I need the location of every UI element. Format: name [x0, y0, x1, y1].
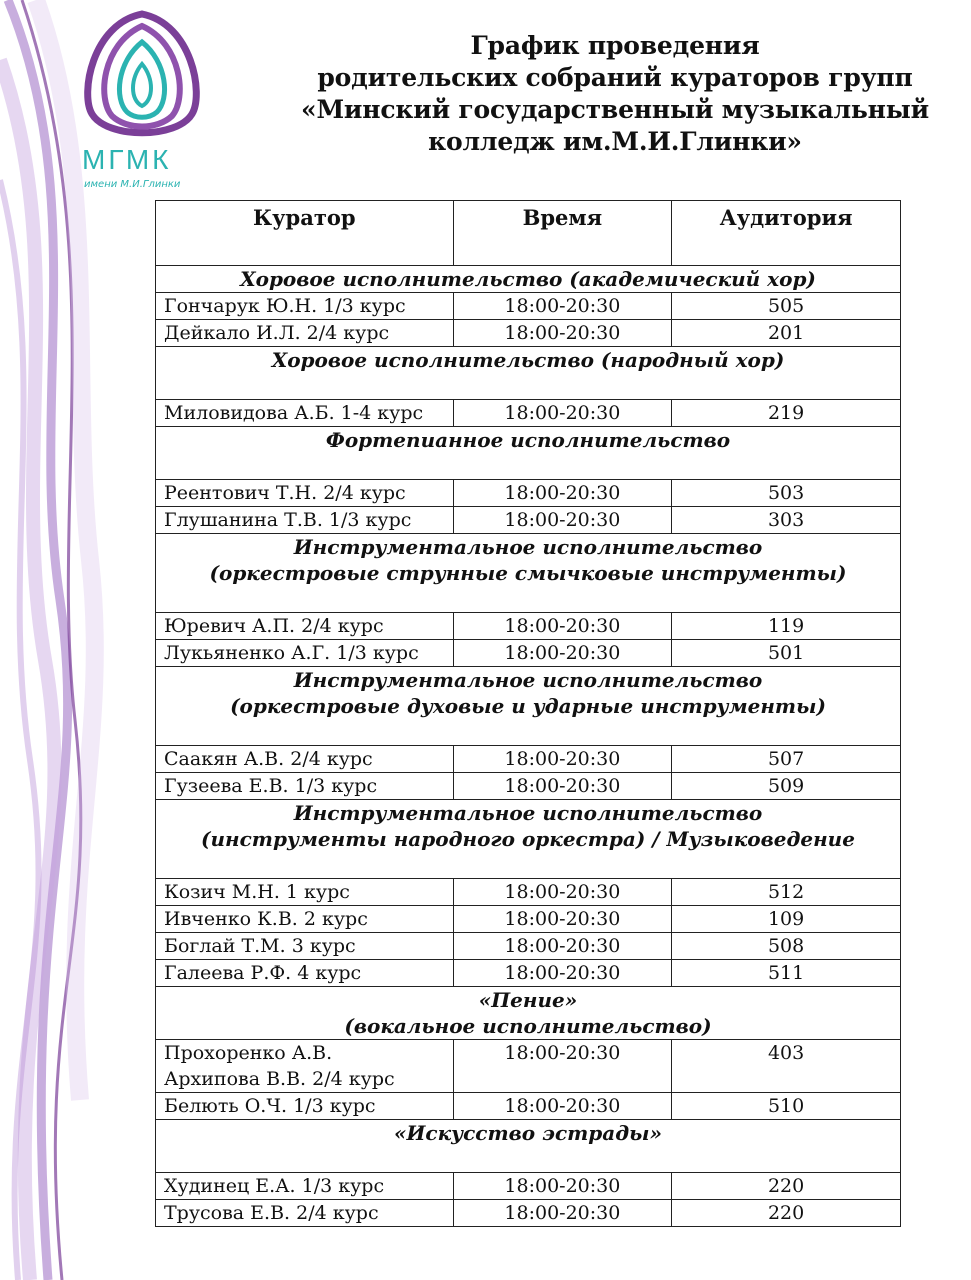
section-title-line: Инструментальное исполнительство: [293, 535, 763, 559]
section-title-line: Инструментальное исполнительство: [293, 668, 763, 692]
room-cell: 512: [672, 879, 901, 906]
table-row: [156, 507, 901, 534]
room-cell: 501: [672, 640, 901, 667]
room-cell: 201: [672, 320, 901, 347]
room-cell: 503: [672, 480, 901, 507]
room-cell: 510: [672, 1093, 901, 1120]
schedule-table: [155, 200, 901, 1227]
room-cell: 508: [672, 933, 901, 960]
time-cell: 18:00-20:30: [453, 1040, 672, 1093]
table-row: [156, 640, 901, 667]
tulip-logo-icon: [72, 4, 212, 194]
time-cell: 18:00-20:30: [453, 773, 672, 800]
time-cell: 18:00-20:30: [453, 480, 672, 507]
title-line: колледж им.М.И.Глинки»: [428, 127, 802, 156]
logo-tagline: имени М.И.Глинки: [84, 179, 181, 190]
time-cell: 18:00-20:30: [453, 1173, 672, 1200]
curator-cell: Трусова Е.В. 2/4 курс: [156, 1200, 454, 1227]
room-cell: 219: [672, 400, 901, 427]
table-row: [156, 480, 901, 507]
table-row: [156, 1173, 901, 1200]
time-cell: 18:00-20:30: [453, 507, 672, 534]
college-logo: [72, 4, 212, 194]
curator-cell: Худинец Е.А. 1/3 курс: [156, 1173, 454, 1200]
section-row: [156, 800, 901, 879]
section-title-line: Инструментальное исполнительство: [293, 801, 763, 825]
time-cell: 18:00-20:30: [453, 320, 672, 347]
table-row: [156, 1200, 901, 1227]
curator-cell: Лукьяненко А.Г. 1/3 курс: [156, 640, 454, 667]
section-title-line: Фортепианное исполнительство: [325, 428, 731, 452]
section-row: [156, 427, 901, 480]
room-cell: 220: [672, 1173, 901, 1200]
room-cell: 403: [672, 1040, 901, 1093]
curator-cell: Дейкало И.Л. 2/4 курс: [156, 320, 454, 347]
header-curator: Куратор: [156, 201, 454, 266]
section-row: [156, 347, 901, 400]
time-cell: 18:00-20:30: [453, 293, 672, 320]
header-room: Аудитория: [672, 201, 901, 266]
section-title-line: (инструменты народного оркестра) / Музыковедение: [201, 827, 855, 851]
header-time: Время: [453, 201, 672, 266]
time-cell: 18:00-20:30: [453, 746, 672, 773]
logo-abbr: МГМК: [82, 144, 172, 175]
section-row: [156, 667, 901, 746]
time-cell: 18:00-20:30: [453, 879, 672, 906]
section-title: [156, 427, 901, 480]
table-header-row: [156, 201, 901, 266]
curator-cell: Саакян А.В. 2/4 курс: [156, 746, 454, 773]
table-row: [156, 746, 901, 773]
time-cell: 18:00-20:30: [453, 933, 672, 960]
room-cell: 509: [672, 773, 901, 800]
curator-cell: Прохоренко А.В. Архипова В.В. 2/4 курс: [156, 1040, 454, 1093]
section-title-line: «Искусство эстрады»: [394, 1121, 662, 1145]
section-title-line: Хоровое исполнительство (народный хор): [271, 348, 785, 372]
time-cell: 18:00-20:30: [453, 400, 672, 427]
section-title: [156, 534, 901, 613]
section-row: [156, 1120, 901, 1173]
curator-cell: Юревич А.П. 2/4 курс: [156, 613, 454, 640]
title-line: График проведения: [470, 31, 760, 60]
schedule-body: [156, 266, 901, 1227]
curator-cell: Реентович Т.Н. 2/4 курс: [156, 480, 454, 507]
curator-cell: Гузеева Е.В. 1/3 курс: [156, 773, 454, 800]
curator-cell: Боглай Т.М. 3 курс: [156, 933, 454, 960]
room-cell: 505: [672, 293, 901, 320]
curator-cell: Белють О.Ч. 1/3 курс: [156, 1093, 454, 1120]
section-title: [156, 987, 901, 1040]
section-row: [156, 266, 901, 293]
section-row: [156, 987, 901, 1040]
curator-cell: Глушанина Т.В. 1/3 курс: [156, 507, 454, 534]
section-title-line: (оркестровые духовые и ударные инструменты): [230, 694, 826, 718]
page-title: [270, 30, 960, 158]
table-row: [156, 400, 901, 427]
section-title: [156, 667, 901, 746]
curator-cell: Галеева Р.Ф. 4 курс: [156, 960, 454, 987]
table-row: [156, 960, 901, 987]
title-line: «Минский государственный музыкальный: [301, 95, 929, 124]
table-row: [156, 1093, 901, 1120]
section-title-line: «Пение»: [478, 988, 578, 1012]
room-cell: 303: [672, 507, 901, 534]
table-row: [156, 320, 901, 347]
table-row: [156, 773, 901, 800]
room-cell: 507: [672, 746, 901, 773]
curator-cell: Ивченко К.В. 2 курс: [156, 906, 454, 933]
time-cell: 18:00-20:30: [453, 1093, 672, 1120]
room-cell: 109: [672, 906, 901, 933]
curator-cell: Гончарук Ю.Н. 1/3 курс: [156, 293, 454, 320]
time-cell: 18:00-20:30: [453, 960, 672, 987]
time-cell: 18:00-20:30: [453, 613, 672, 640]
section-title: [156, 347, 901, 400]
title-line: родительских собраний кураторов групп: [317, 63, 913, 92]
curator-cell: Козич М.Н. 1 курс: [156, 879, 454, 906]
section-row: [156, 534, 901, 613]
time-cell: 18:00-20:30: [453, 1200, 672, 1227]
table-row: [156, 906, 901, 933]
room-cell: 511: [672, 960, 901, 987]
section-title: [156, 800, 901, 879]
section-title: [156, 1120, 901, 1173]
section-title-line: (оркестровые струнные смычковые инструменты): [209, 561, 847, 585]
time-cell: 18:00-20:30: [453, 906, 672, 933]
table-row: [156, 1040, 901, 1093]
table-row: [156, 613, 901, 640]
room-cell: 220: [672, 1200, 901, 1227]
room-cell: 119: [672, 613, 901, 640]
table-row: [156, 933, 901, 960]
section-title-line: (вокальное исполнительство): [344, 1014, 712, 1038]
time-cell: 18:00-20:30: [453, 640, 672, 667]
section-title-line: Хоровое исполнительство (академический хор): [240, 267, 816, 291]
table-row: [156, 879, 901, 906]
curator-cell: Миловидова А.Б. 1-4 курс: [156, 400, 454, 427]
table-row: [156, 293, 901, 320]
section-title: [156, 266, 901, 293]
